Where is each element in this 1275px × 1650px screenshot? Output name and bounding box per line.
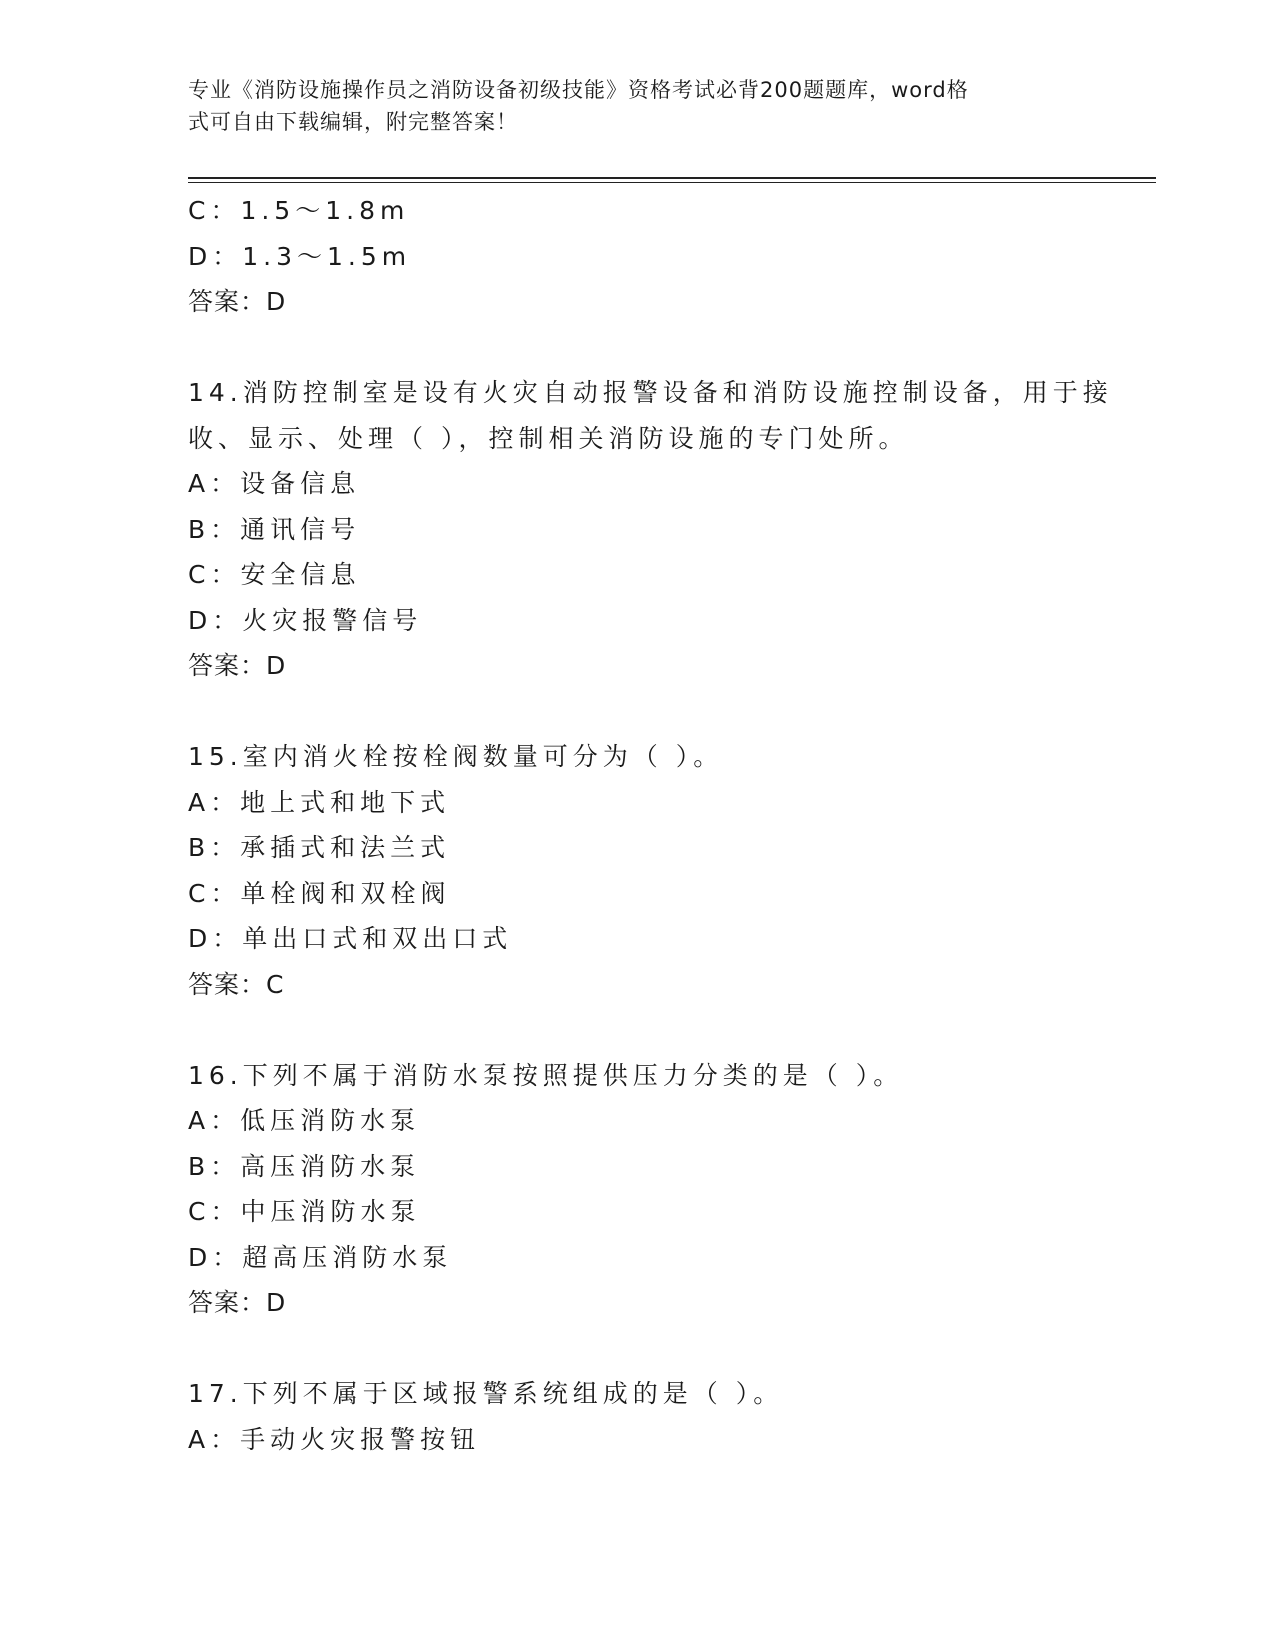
question-14-stem-line-1: 14.消防控制室是设有火灾自动报警设备和消防设施控制设备，用于接 xyxy=(188,378,1113,407)
question-16-answer: 答案：D xyxy=(188,1288,287,1317)
header-line-2: 式可自由下载编辑，附完整答案！ xyxy=(188,110,518,134)
question-14-option-a: A：设备信息 xyxy=(188,469,361,498)
question-17-option-a: A：手动火灾报警按钮 xyxy=(188,1424,481,1454)
spacer xyxy=(188,1326,1088,1372)
question-15-option-d: D：单出口式和双出口式 xyxy=(188,924,513,953)
header-divider-thin xyxy=(188,182,1156,183)
answer-line: 答案：D xyxy=(188,287,287,316)
spacer xyxy=(188,325,1088,371)
header-line-1: 专业《消防设施操作员之消防设备初级技能》资格考试必背200题题库，word格 xyxy=(188,78,969,102)
question-15-option-b: B：承插式和法兰式 xyxy=(188,833,451,862)
spacer xyxy=(188,689,1088,735)
question-14-answer: 答案：D xyxy=(188,651,287,680)
question-16-stem: 16.下列不属于消防水泵按照提供压力分类的是（ ）。 xyxy=(188,1060,904,1090)
header-divider xyxy=(188,177,1156,179)
question-16-option-c: C：中压消防水泵 xyxy=(188,1197,421,1226)
question-17-stem: 17.下列不属于区域报警系统组成的是（ ）。 xyxy=(188,1379,784,1408)
question-15-answer: 答案：C xyxy=(188,969,285,999)
question-14-option-d: D：火灾报警信号 xyxy=(188,605,423,635)
question-16-option-d: D：超高压消防水泵 xyxy=(188,1242,453,1272)
question-16-option-b: B：高压消防水泵 xyxy=(188,1151,421,1181)
question-15-option-a: A：地上式和地下式 xyxy=(188,787,451,817)
question-14-stem-line-2: 收、显示、处理（ ），控制相关消防设施的专门处所。 xyxy=(188,423,909,453)
question-15-stem: 15.室内消火栓按栓阀数量可分为（ ）。 xyxy=(188,742,724,771)
question-14-option-c: C：安全信息 xyxy=(188,560,361,589)
option-d: D：1.3～1.5m xyxy=(188,241,412,271)
question-16-option-a: A：低压消防水泵 xyxy=(188,1106,421,1135)
question-14-option-b: B：通讯信号 xyxy=(188,514,361,544)
spacer xyxy=(188,1007,1088,1053)
question-list xyxy=(188,188,1113,1462)
question-15-option-c: C：单栓阀和双栓阀 xyxy=(188,878,451,908)
option-c: C：1.5～1.8m xyxy=(188,196,410,225)
document-header xyxy=(188,74,1088,138)
